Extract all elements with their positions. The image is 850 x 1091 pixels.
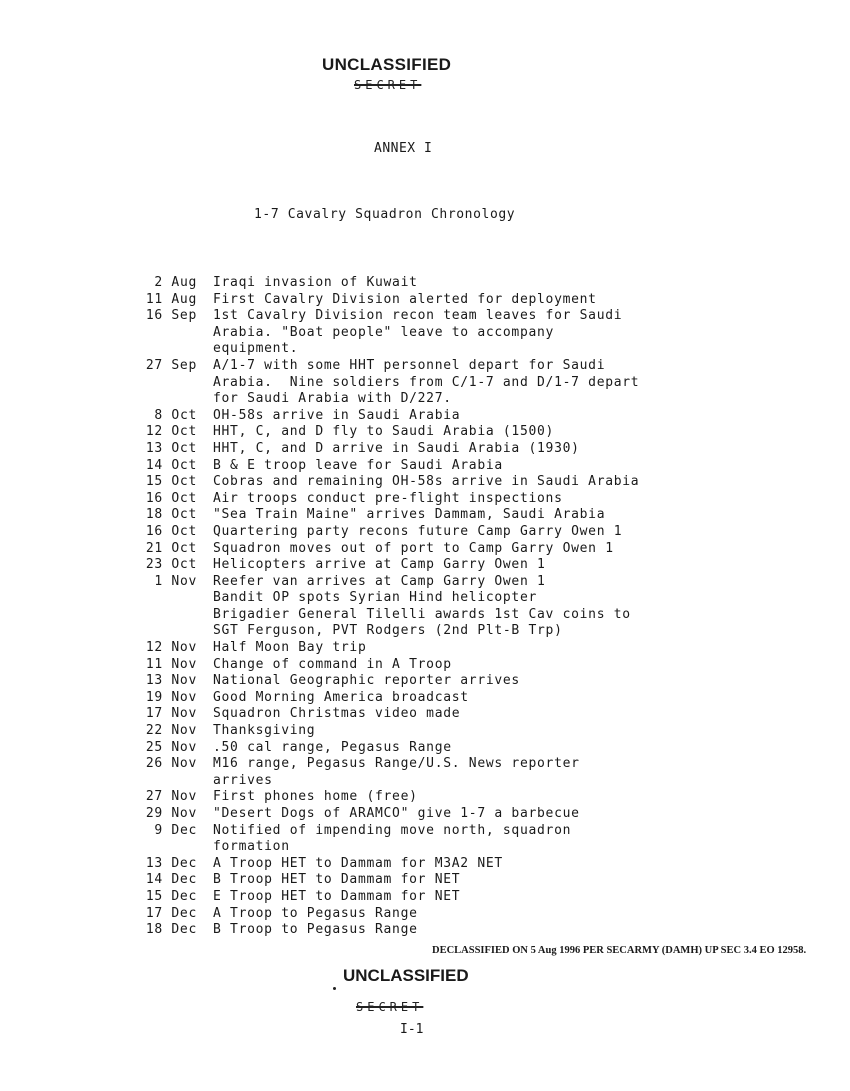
entry-date: 12 Nov xyxy=(145,640,197,656)
entry-text xyxy=(197,823,733,856)
entry-text xyxy=(197,922,733,939)
chronology-entry xyxy=(112,640,733,657)
chronology-entry xyxy=(112,823,733,856)
entry-line: National Geographic reporter arrives xyxy=(213,673,520,689)
entry-date: 22 Nov xyxy=(145,723,197,739)
entry-line: A Troop HET to Dammam for M3A2 NET xyxy=(213,855,503,871)
struck-secret-marking-top: SECRET xyxy=(354,78,422,92)
entry-line: Helicopters arrive at Camp Garry Owen 1 xyxy=(213,557,546,573)
chronology-entry xyxy=(112,889,733,906)
chronology-entry xyxy=(112,458,733,475)
stray-mark xyxy=(333,987,336,990)
entry-line: Bandit OP spots Syrian Hind helicopter xyxy=(213,590,538,606)
entry-line: A/1-7 with some HHT personnel depart for Saudi xyxy=(213,357,606,373)
entry-text xyxy=(197,906,733,923)
entry-date: 25 Nov xyxy=(145,739,197,755)
entry-date: 17 Dec xyxy=(145,905,197,921)
entry-date: 1 Nov xyxy=(154,573,197,589)
chronology-subtitle: 1-7 Cavalry Squadron Chronology xyxy=(254,207,516,222)
entry-line: B Troop HET to Dammam for NET xyxy=(213,872,461,888)
entry-line: Air troops conduct pre-flight inspections xyxy=(213,490,563,506)
entry-date: 29 Nov xyxy=(145,806,197,821)
classification-header: UNCLASSIFIED xyxy=(322,55,452,74)
entry-line: for Saudi Arabia with D/227. xyxy=(213,391,452,407)
chronology-entry xyxy=(112,424,733,441)
chronology-entry xyxy=(112,673,733,690)
entry-date: 26 Nov xyxy=(145,756,197,772)
chronology-entry xyxy=(112,308,733,358)
entry-date: 17 Nov xyxy=(145,706,197,722)
entry-line: arrives xyxy=(213,772,273,788)
classification-footer: UNCLASSIFIED xyxy=(343,966,469,985)
entry-date: 23 Oct xyxy=(145,557,197,573)
entry-line: E Troop HET to Dammam for NET xyxy=(213,888,461,904)
chronology-entry xyxy=(112,292,733,309)
entry-date: 13 Nov xyxy=(145,673,197,689)
entry-line: Notified of impending move north, squadron xyxy=(213,822,572,838)
entry-line: Iraqi invasion of Kuwait xyxy=(213,275,418,290)
entry-line: HHT, C, and D arrive in Saudi Arabia (1930) xyxy=(213,440,580,456)
chronology-entry xyxy=(112,856,733,873)
entry-line: .50 cal range, Pegasus Range xyxy=(213,739,452,755)
entry-text xyxy=(197,275,733,292)
entry-text xyxy=(197,524,733,541)
chronology-entry xyxy=(112,657,733,674)
entry-line: B & E troop leave for Saudi Arabia xyxy=(213,457,503,473)
entry-line: B Troop to Pegasus Range xyxy=(213,922,418,938)
entry-text xyxy=(197,408,733,425)
entry-date: 8 Oct xyxy=(154,407,197,423)
entry-line: equipment. xyxy=(213,341,299,357)
chronology-entry xyxy=(112,524,733,541)
entry-text xyxy=(197,723,733,740)
chronology-entry xyxy=(112,756,733,789)
entry-text xyxy=(197,292,733,309)
entry-text xyxy=(197,640,733,657)
entry-text xyxy=(197,507,733,524)
entry-line: "Sea Train Maine" arrives Dammam, Saudi Arabia xyxy=(213,507,606,523)
entry-text xyxy=(197,789,733,806)
entry-text xyxy=(197,872,733,889)
entry-date: 19 Nov xyxy=(145,689,197,705)
entry-date: 21 Oct xyxy=(145,540,197,556)
entry-date: 16 Sep xyxy=(145,308,197,324)
entry-line: Half Moon Bay trip xyxy=(213,640,367,656)
entry-text xyxy=(197,441,733,458)
entry-text xyxy=(197,474,733,491)
page-number: I-1 xyxy=(400,1022,424,1037)
chronology-entry xyxy=(112,275,733,292)
entry-date: 11 Nov xyxy=(145,656,197,672)
entry-line: SGT Ferguson, PVT Rodgers (2nd Plt-B Trp) xyxy=(213,623,563,639)
struck-secret-marking-bottom: SECRET xyxy=(356,1000,424,1014)
entry-line: "Desert Dogs of ARAMCO" give 1-7 a barbecue xyxy=(213,806,580,821)
chronology-entry xyxy=(112,541,733,558)
entry-text xyxy=(197,574,733,640)
chronology-entry xyxy=(112,474,733,491)
chronology-entry xyxy=(112,806,733,823)
entry-text xyxy=(197,740,733,757)
entry-date: 27 Nov xyxy=(145,789,197,805)
entry-text xyxy=(197,424,733,441)
entry-line: HHT, C, and D fly to Saudi Arabia (1500) xyxy=(213,424,555,440)
entry-text xyxy=(197,541,733,558)
entry-text xyxy=(197,657,733,674)
chronology-entry xyxy=(112,507,733,524)
entry-text xyxy=(197,756,733,789)
entry-date: 12 Oct xyxy=(145,424,197,440)
chronology-entry xyxy=(112,740,733,757)
chronology-entry xyxy=(112,557,733,574)
entry-line: M16 range, Pegasus Range/U.S. News reporter xyxy=(213,756,580,772)
chronology-entry xyxy=(112,574,733,640)
entry-date: 13 Oct xyxy=(145,440,197,456)
declassification-notice: DECLASSIFIED ON 5 Aug 1996 PER SECARMY (DAMH) UP SEC 3.4 EO 12958. xyxy=(432,945,807,956)
entry-date: 2 Aug xyxy=(154,275,197,290)
chronology-entry xyxy=(112,491,733,508)
entry-line: A Troop to Pegasus Range xyxy=(213,905,418,921)
entry-line: formation xyxy=(213,839,290,855)
entry-date: 16 Oct xyxy=(145,490,197,506)
entry-date: 15 Oct xyxy=(145,474,197,490)
chronology-entry xyxy=(112,690,733,707)
chronology-entry xyxy=(112,789,733,806)
entry-date: 15 Dec xyxy=(145,888,197,904)
entry-text xyxy=(197,358,733,408)
entry-line: Arabia. "Boat people" leave to accompany xyxy=(213,324,555,340)
chronology-entry xyxy=(112,441,733,458)
entry-date: 18 Oct xyxy=(145,507,197,523)
entry-text xyxy=(197,673,733,690)
entry-text xyxy=(197,557,733,574)
entry-text xyxy=(197,491,733,508)
entry-date: 13 Dec xyxy=(145,855,197,871)
chronology-entry xyxy=(112,706,733,723)
annex-title: ANNEX I xyxy=(374,141,433,156)
entry-line: Arabia. Nine soldiers from C/1-7 and D/1-7 depart xyxy=(213,374,640,390)
entry-line: Good Morning America broadcast xyxy=(213,689,469,705)
entry-text xyxy=(197,458,733,475)
entry-line: Reefer van arrives at Camp Garry Owen 1 xyxy=(213,573,546,589)
chronology-entry xyxy=(112,408,733,425)
entry-date: 27 Sep xyxy=(145,357,197,373)
entry-line: Change of command in A Troop xyxy=(213,656,452,672)
entry-date: 14 Oct xyxy=(145,457,197,473)
entry-date: 16 Oct xyxy=(145,523,197,539)
entry-line: 1st Cavalry Division recon team leaves for Saudi xyxy=(213,308,623,324)
entry-date: 9 Dec xyxy=(154,822,197,838)
chronology-entry xyxy=(112,922,733,939)
entry-text xyxy=(197,690,733,707)
entry-line: First Cavalry Division alerted for deployment xyxy=(213,291,597,307)
entry-line: First phones home (free) xyxy=(213,789,418,805)
entry-date: 11 Aug xyxy=(145,291,197,307)
chronology-entry xyxy=(112,358,733,408)
entry-line: Squadron Christmas video made xyxy=(213,706,461,722)
entry-date: 18 Dec xyxy=(145,922,197,938)
entry-line: Cobras and remaining OH-58s arrive in Saudi Arabia xyxy=(213,474,640,490)
chronology-entry xyxy=(112,723,733,740)
entry-date: 14 Dec xyxy=(145,872,197,888)
entry-text xyxy=(197,806,733,823)
chronology-entry xyxy=(112,906,733,923)
entry-line: Squadron moves out of port to Camp Garry Owen 1 xyxy=(213,540,614,556)
entry-text xyxy=(197,308,733,358)
entry-line: OH-58s arrive in Saudi Arabia xyxy=(213,407,461,423)
entry-line: Quartering party recons future Camp Garry Owen 1 xyxy=(213,523,623,539)
chronology-entry xyxy=(112,872,733,889)
entry-line: Thanksgiving xyxy=(213,723,316,739)
entry-text xyxy=(197,889,733,906)
entry-line: Brigadier General Tilelli awards 1st Cav coins to xyxy=(213,606,631,622)
entry-text xyxy=(197,706,733,723)
chronology-list xyxy=(112,275,733,939)
entry-text xyxy=(197,856,733,873)
